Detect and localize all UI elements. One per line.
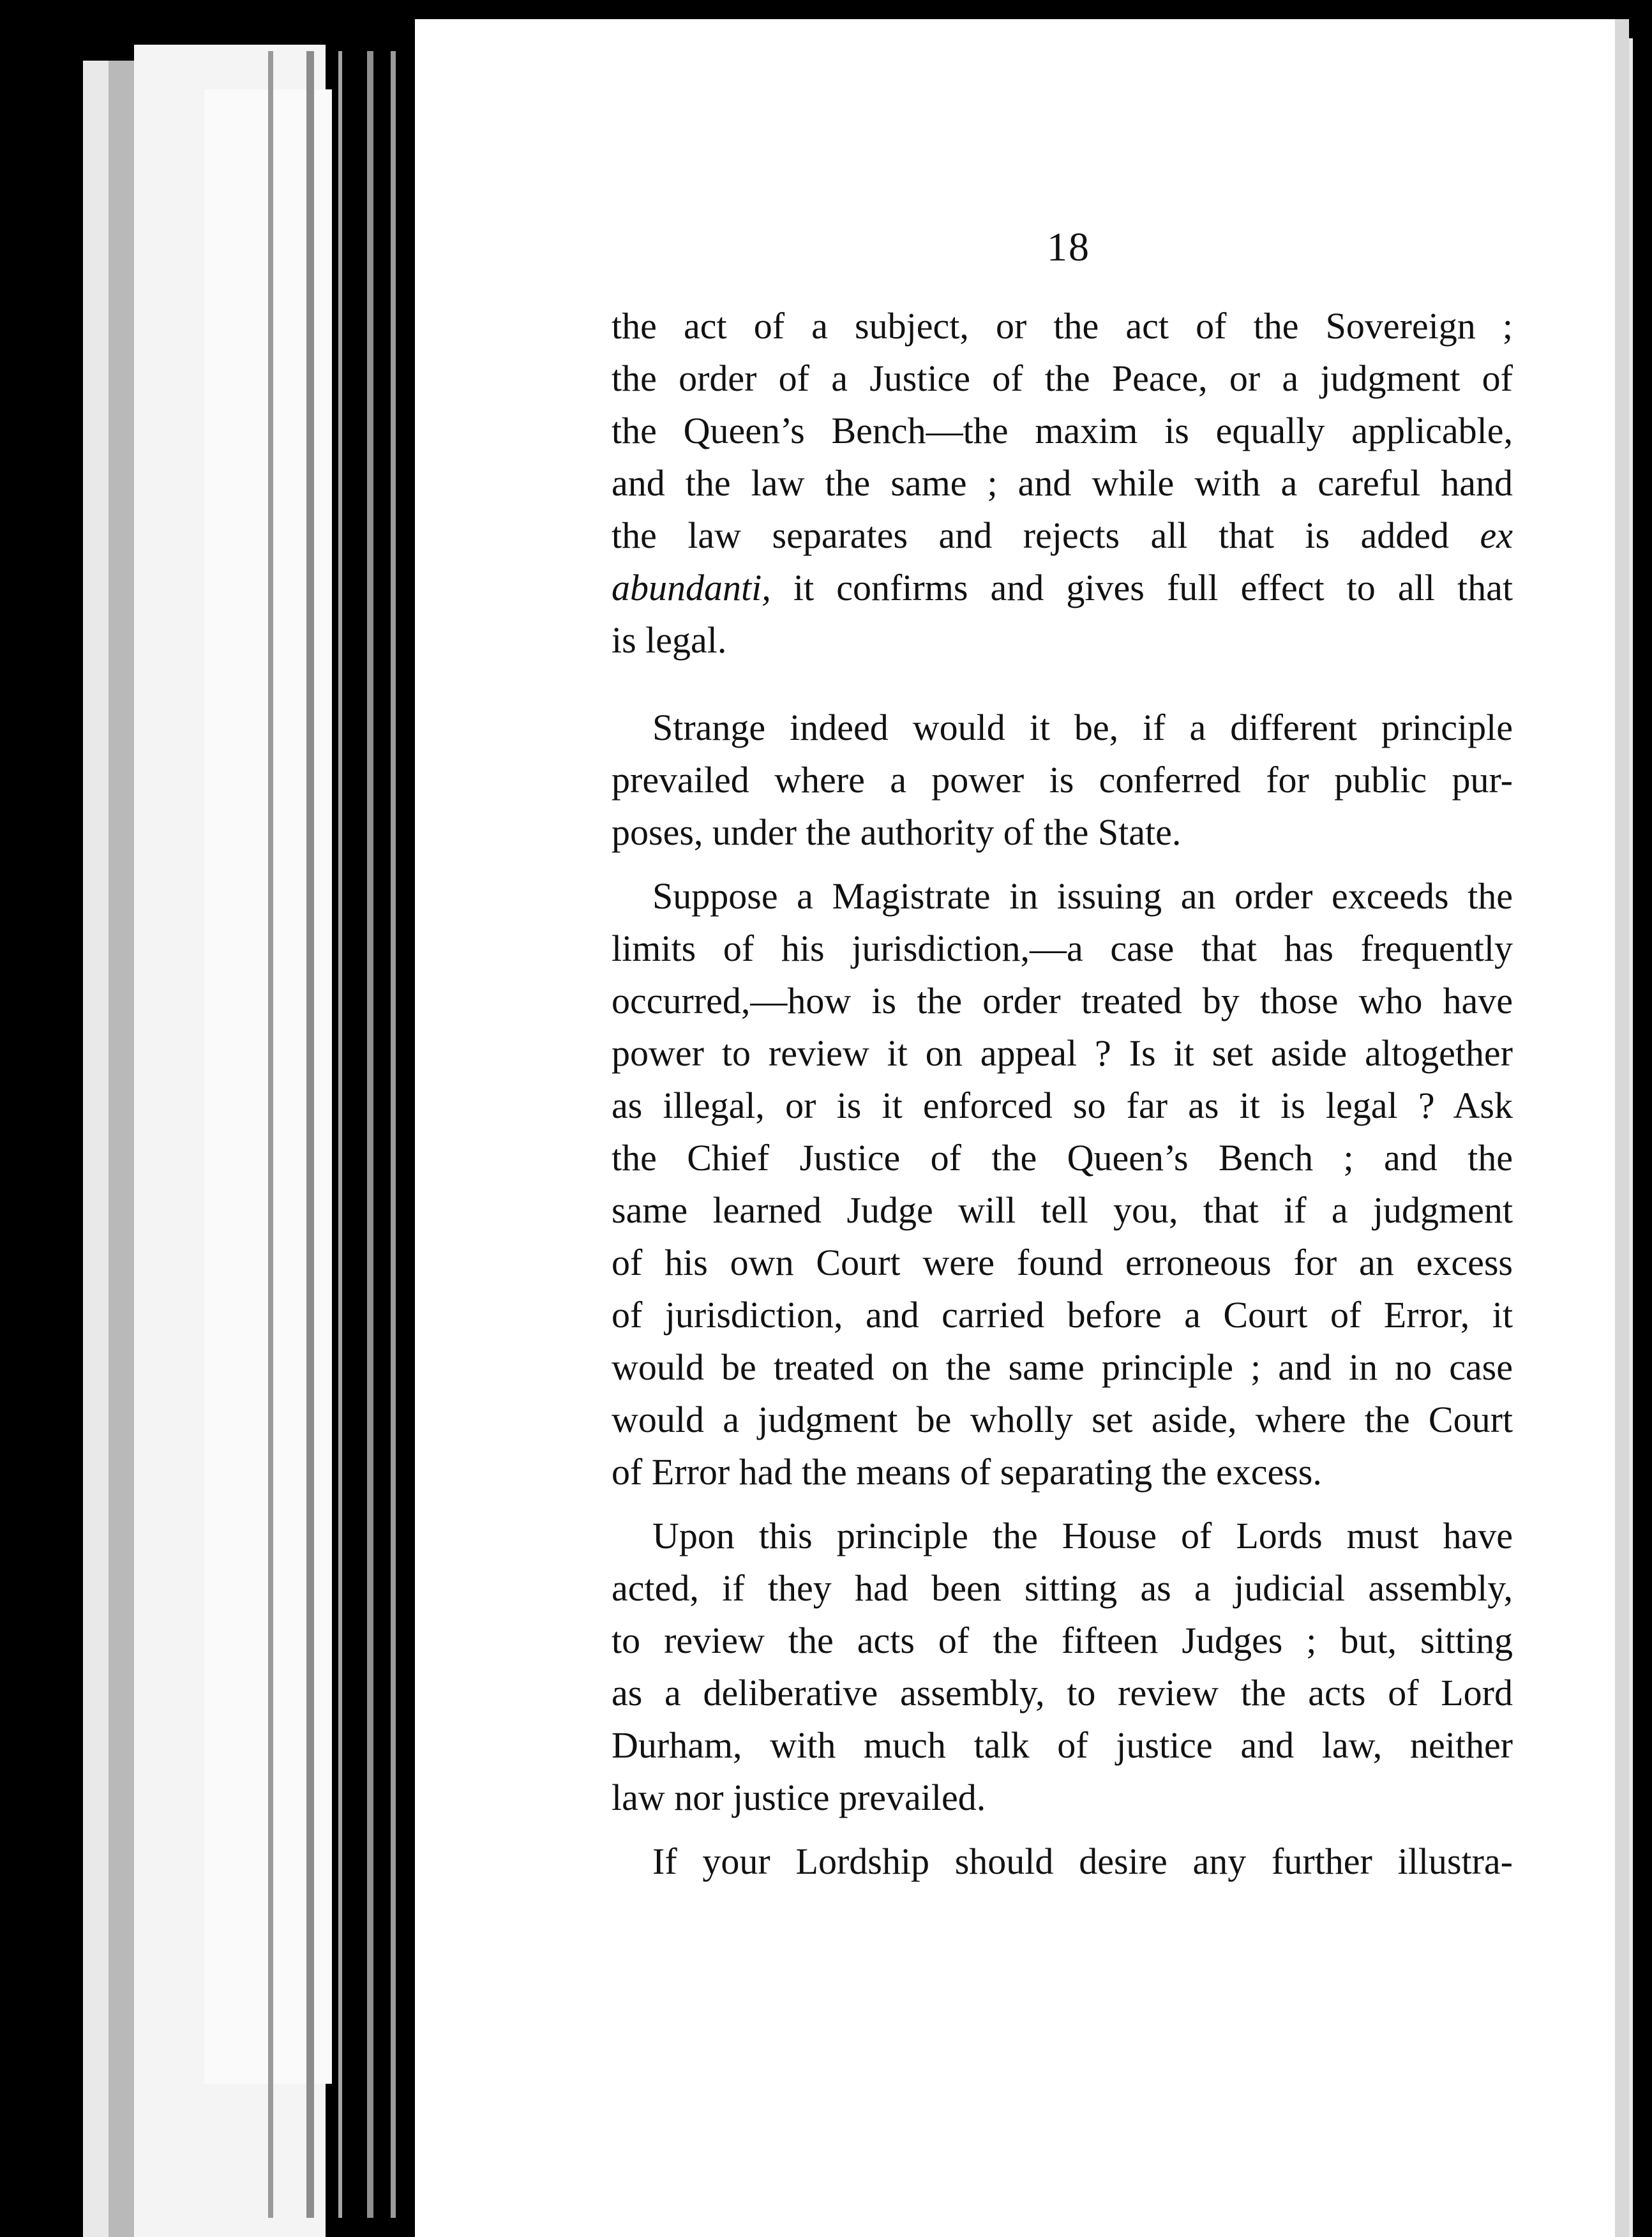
italic-text: ex — [1480, 515, 1513, 556]
text-run: it confirms and gives full effect to all that — [793, 567, 1513, 608]
text-line: of jurisdiction, and carried before a Court of Error, it — [612, 1294, 1513, 1336]
text-run: the law separates and rejects all that is added — [612, 515, 1450, 556]
italic-text: abundanti, — [612, 567, 771, 608]
text-line: power to review it on appeal ? Is it set aside altogether — [612, 1032, 1513, 1074]
text-line: would be treated on the same principle ; and in no case — [612, 1346, 1513, 1388]
paragraph-4 — [612, 1510, 1513, 1824]
text-line: the act of a subject, or the act of the Sovereign ; — [612, 305, 1513, 347]
text-line: the order of a Justice of the Peace, or a judgment of — [612, 358, 1513, 399]
page-number: 18 — [1047, 224, 1090, 269]
body-text — [612, 300, 1513, 1888]
text-line: the Queen’s Bench—the maxim is equally applicable, — [612, 410, 1513, 451]
text-line: Upon this principle the House of Lords must have — [652, 1515, 1513, 1556]
paragraph-2 — [612, 702, 1513, 859]
text-line: prevailed where a power is conferred for public pur- — [612, 759, 1513, 801]
text-line: of Error had the means of separating the excess. — [612, 1451, 1322, 1493]
text-line: same learned Judge will tell you, that if a judgment — [612, 1189, 1513, 1231]
page-right-edge-line — [1629, 38, 1633, 2237]
page-right-edge — [1615, 19, 1629, 2237]
page-edge-line — [367, 51, 373, 2218]
page-edge-outer — [83, 61, 109, 2237]
text-line: Durham, with much talk of justice and law, neither — [612, 1724, 1513, 1766]
text-line: law nor justice prevailed. — [612, 1777, 986, 1818]
text-line: Strange indeed would it be, if a different principle — [652, 707, 1513, 748]
text-line: poses, under the authority of the State. — [612, 811, 1182, 853]
paragraph-gap — [612, 859, 1513, 870]
paragraph-gap — [612, 1824, 1513, 1835]
text-line: limits of his jurisdiction,—a case that has frequently — [612, 928, 1513, 969]
text-line: to review the acts of the fifteen Judges ; but, sitting — [612, 1620, 1513, 1661]
paragraph-gap — [612, 667, 1513, 702]
page-edge-shadow — [109, 61, 134, 2237]
paragraph-gap — [612, 1498, 1513, 1510]
text-line-with-italic — [612, 562, 1513, 614]
page-edge-line — [391, 51, 396, 2218]
text-line: and the law the same ; and while with a careful hand — [612, 462, 1513, 504]
paragraph-1 — [612, 300, 1513, 667]
text-line: acted, if they had been sitting as a judicial assembly, — [612, 1567, 1513, 1609]
text-line: the Chief Justice of the Queen’s Bench ; and the — [612, 1137, 1513, 1179]
paragraph-5 — [612, 1835, 1513, 1888]
text-line-with-italic — [612, 509, 1513, 562]
text-line: as illegal, or is it enforced so far as it is legal ? Ask — [612, 1085, 1513, 1126]
text-line: as a deliberative assembly, to review the acts of Lord — [612, 1672, 1513, 1714]
text-line: of his own Court were found erroneous for an excess — [612, 1242, 1513, 1283]
page-edge-line — [268, 51, 273, 2218]
text-line: occurred,—how is the order treated by those who have — [612, 980, 1513, 1021]
text-line: If your Lordship should desire any further illustra- — [652, 1841, 1513, 1882]
page-edge-line — [338, 51, 342, 2218]
paragraph-3 — [612, 870, 1513, 1498]
text-line: is legal. — [612, 619, 727, 661]
text-line: Suppose a Magistrate in issuing an order exceeds the — [652, 875, 1513, 917]
page-edge-line — [306, 51, 314, 2218]
text-line: would a judgment be wholly set aside, where the Court — [612, 1399, 1513, 1440]
